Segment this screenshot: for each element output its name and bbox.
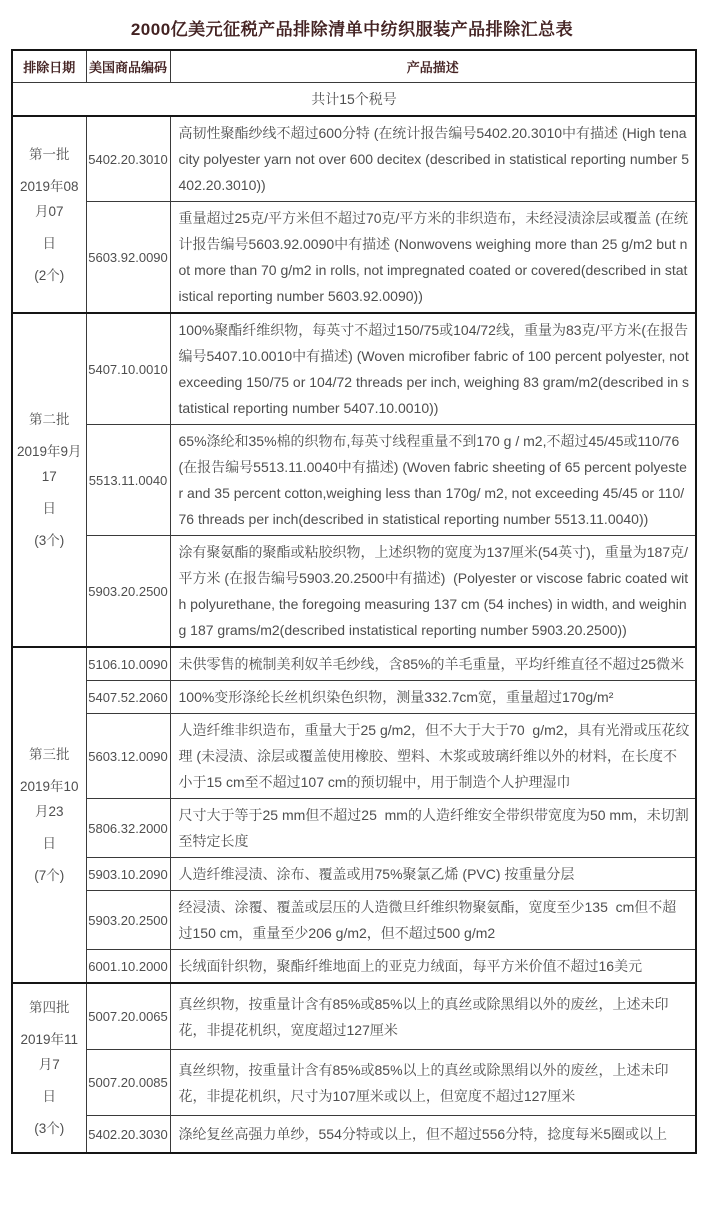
table-row bbox=[12, 891, 696, 950]
description-cell: 高韧性聚酯纱线不超过600分特 (在统计报告编号5402.20.3010中有描述 (High tenacity polyester yarn not over 600 decitex (described in statistical reporting number 5402.20.3010)) bbox=[170, 116, 696, 202]
hts-code-cell: 5903.20.2500 bbox=[86, 891, 170, 950]
description-cell: 65%涤纶和35%棉的织物布,每英寸线程重量不到170 g / m2,不超过45/45或110/76(在报告编号5513.11.0040中有描述) (Woven fabric sheeting of 65 percent polyester and 35 percent cotton,weighing less than 170g/ m2, not exceeding 45/45 or 110/76 threads per inch(described in statistical reporting number 5513.11.0040)) bbox=[170, 425, 696, 536]
table-row bbox=[12, 950, 696, 984]
hts-code-cell: 5903.10.2090 bbox=[86, 858, 170, 891]
table-row bbox=[12, 681, 696, 714]
description-cell: 真丝织物，按重量计含有85%或85%以上的真丝或除黑绢以外的废丝，上述未印花，非提花机织，尺寸为107厘米或以上，但宽度不超过127厘米 bbox=[170, 1050, 696, 1116]
table-row bbox=[12, 1116, 696, 1153]
description-cell: 尺寸大于等于25 mm但不超过25 mm的人造纤维安全带织带宽度为50 mm，未切割至特定长度 bbox=[170, 799, 696, 858]
batch2-label-cell bbox=[12, 313, 86, 647]
description-cell: 人造纤维浸渍、涂布、覆盖或用75%聚氯乙烯 (PVC) 按重量分层 bbox=[170, 858, 696, 891]
table-row bbox=[12, 983, 696, 1050]
batch-label-line: 日 bbox=[42, 836, 56, 851]
header-exclusion-date: 排除日期 bbox=[12, 50, 86, 82]
batch-label-line: 2019年9月17 bbox=[16, 444, 82, 484]
description-cell: 涤纶复丝高强力单纱，554分特或以上，但不超过556分特，捻度每米5圈或以上 bbox=[170, 1116, 696, 1153]
description-cell: 重量超过25克/平方米但不超过70克/平方米的非织造布，未经浸渍涂层或覆盖 (在统计报告编号5603.92.0090中有描述 (Nonwovens weighing more than 25 g/m2 but not more than 70 g/m2 in rolls, not impregnated coated or covered(described in statistical reporting number 5603.92.0090)) bbox=[170, 202, 696, 314]
batch-label-line: 2019年11月7 bbox=[20, 1032, 79, 1072]
hts-code-cell: 5402.20.3030 bbox=[86, 1116, 170, 1153]
description-cell: 未供零售的梳制美利奴羊毛纱线，含85%的羊毛重量，平均纤维直径不超过25微米 bbox=[170, 647, 696, 681]
header-product-description: 产品描述 bbox=[170, 50, 696, 82]
table-row bbox=[12, 202, 696, 314]
table-row bbox=[12, 714, 696, 799]
batch-label-line: 日 bbox=[42, 1089, 56, 1104]
hts-code-cell: 5603.12.0090 bbox=[86, 714, 170, 799]
description-cell: 经浸渍、涂覆、覆盖或层压的人造微旦纤维织物聚氨酯，宽度至少135 cm但不超过150 cm，重量至少206 g/m2，但不超过500 g/m2 bbox=[170, 891, 696, 950]
table-row bbox=[12, 313, 696, 425]
table-row bbox=[12, 647, 696, 681]
hts-code-cell: 5402.20.3010 bbox=[86, 116, 170, 202]
batch1-label-cell bbox=[12, 116, 86, 313]
hts-code-cell: 5407.52.2060 bbox=[86, 681, 170, 714]
batch-label-line: 第四批 bbox=[29, 1000, 70, 1015]
hts-code-cell: 5106.10.0090 bbox=[86, 647, 170, 681]
batch-label-line: (7个) bbox=[34, 868, 65, 883]
batch-label-line: 日 bbox=[42, 235, 56, 251]
batch-label-line: 2019年10月23 bbox=[19, 779, 79, 819]
table-row bbox=[12, 116, 696, 202]
hts-code-cell: 5513.11.0040 bbox=[86, 425, 170, 536]
summary-row bbox=[12, 82, 696, 116]
description-cell: 100%聚酯纤维织物，每英寸不超过150/75或104/72线，重量为83克/平方米(在报告编号5407.10.0010中有描述) (Woven microfiber fabric of 100 percent polyester, not exceeding 150/75 or 104/72 threads per inch, weighing 83 gram/m2(described in statistical reporting number 5407.10.0010)) bbox=[170, 313, 696, 425]
page-title: 2000亿美元征税产品排除清单中纺织服装产品排除汇总表 bbox=[130, 20, 574, 39]
batch-label-line: (2个) bbox=[34, 267, 65, 283]
summary-text: 共计15个税号 bbox=[12, 82, 696, 116]
hts-code-cell: 5903.20.2500 bbox=[86, 536, 170, 648]
batch4-label-cell bbox=[12, 983, 86, 1153]
hts-code-cell: 5806.32.2000 bbox=[86, 799, 170, 858]
batch3-label-cell bbox=[12, 647, 86, 983]
header-us-product-code: 美国商品编码 bbox=[86, 50, 170, 82]
table-row bbox=[12, 536, 696, 648]
description-cell: 人造纤维非织造布，重量大于25 g/m2，但不大于大于70 g/m2，具有光滑或压花纹理 (未浸渍、涂层或覆盖使用橡胶、塑料、木浆或玻璃纤维以外的材料，在长度不小于15 cm至不超过107 cm的预切辊中，用于制造个人护理湿巾 bbox=[170, 714, 696, 799]
batch-label-line: 第三批 bbox=[29, 747, 70, 762]
batch-label-line: 第二批 bbox=[29, 412, 70, 427]
table-header-row bbox=[12, 50, 696, 82]
hts-code-cell: 6001.10.2000 bbox=[86, 950, 170, 984]
exclusion-summary-table bbox=[11, 49, 697, 1154]
table-row bbox=[12, 858, 696, 891]
batch-label-line: (3个) bbox=[34, 1121, 65, 1136]
batch-label-line: 2019年08月07 bbox=[19, 178, 79, 219]
hts-code-cell: 5407.10.0010 bbox=[86, 313, 170, 425]
hts-code-cell: 5007.20.0065 bbox=[86, 983, 170, 1050]
table-row bbox=[12, 425, 696, 536]
description-cell: 真丝织物，按重量计含有85%或85%以上的真丝或除黑绢以外的废丝，上述未印花，非提花机织，宽度超过127厘米 bbox=[170, 983, 696, 1050]
description-cell: 长绒面针织物，聚酯纤维地面上的亚克力绒面，每平方米价值不超过16美元 bbox=[170, 950, 696, 984]
table-row bbox=[12, 799, 696, 858]
hts-code-cell: 5007.20.0085 bbox=[86, 1050, 170, 1116]
description-cell: 涂有聚氨酯的聚酯或粘胶织物，上述织物的宽度为137厘米(54英寸)，重量为187克/平方米 (在报告编号5903.20.2500中有描述) (Polyester or viscose fabric coated with polyurethane, the foregoing measuring 137 cm (54 inches) in width, and weighing 187 grams/m2(described instatistical reporting number 5903.20.2500)) bbox=[170, 536, 696, 648]
batch-label-line: 日 bbox=[42, 501, 56, 516]
batch-label-line: 第一批 bbox=[29, 146, 70, 162]
description-cell: 100%变形涤纶长丝机织染色织物，测量332.7cm宽，重量超过170g/m² bbox=[170, 681, 696, 714]
batch-label-line: (3个) bbox=[34, 533, 65, 548]
hts-code-cell: 5603.92.0090 bbox=[86, 202, 170, 314]
table-row bbox=[12, 1050, 696, 1116]
